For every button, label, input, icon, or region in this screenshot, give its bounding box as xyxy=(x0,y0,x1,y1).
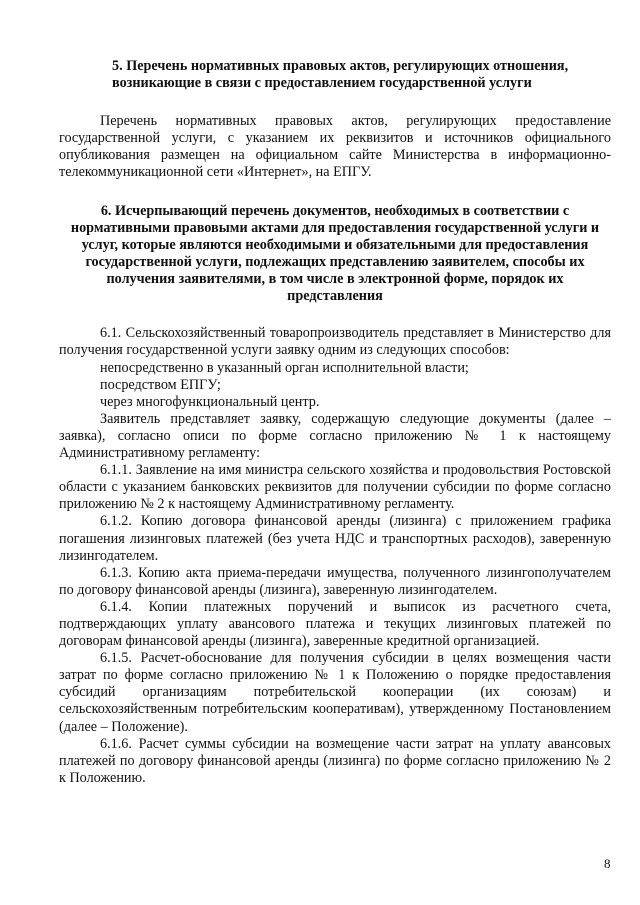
section-6-heading: 6. Исчерпывающий перечень документов, необходимых в соответствии с нормативными правовыми актами для предоставления государственной услуги и услуг, которые являются необходимыми и обязательными для предоставления государственной услуги, подлежащих представлению заявителем, способы их получения заявителями, в том числе в электронной форме, порядок их представления xyxy=(70,203,600,305)
section-5-paragraph: Перечень нормативных правовых актов, регулирующих предоставление государственной услуги, с указанием их реквизитов и источников официального опубликования размещен на официальном сайте Министерства в информационно-телекоммуникационной сети «Интернет», на ЕПГУ. xyxy=(59,113,611,181)
applicant-paragraph: Заявитель представляет заявку, содержащую следующие документы (далее – заявка), согласно описи по форме согласно приложению № 1 к настоящему Административному регламенту: xyxy=(59,410,611,462)
submission-way-item: через многофункциональный центр. xyxy=(100,393,320,410)
page-number: 8 xyxy=(604,856,611,871)
section-5-heading: 5. Перечень нормативных правовых актов, регулирующих отношения, возникающие в связи с предоставлением государственной услуги xyxy=(112,58,569,91)
document-item-6-1-6: 6.1.6. Расчет суммы субсидии на возмещение части затрат на уплату авансовых платежей по договору финансовой аренды (лизинга) по форме согласно приложению № 2 к Положению. xyxy=(59,735,611,786)
submission-way-item: посредством ЕПГУ; xyxy=(100,376,221,393)
document-item-6-1-1: 6.1.1. Заявление на имя министра сельского хозяйства и продовольствия Ростовской области с указанием банковских реквизитов для получении субсидии по форме согласно приложению № 2 к настоящему Административному регламенту. xyxy=(59,462,611,513)
document-item-6-1-4: 6.1.4. Копии платежных поручений и выписок из расчетного счета, подтверждающих уплату авансового платежа и текущих лизинговых платежей по договорам финансовой аренды (лизинга), заверенные кредитной организацией. xyxy=(59,598,611,650)
submission-way-item: непосредственно в указанный орган исполнительной власти; xyxy=(100,359,469,376)
document-page xyxy=(59,58,611,787)
document-item-6-1-2: 6.1.2. Копию договора финансовой аренды (лизинга) с приложением графика погашения лизинговых платежей (без учета НДС и транспортных расходов), заверенную лизингодателем. xyxy=(59,513,611,564)
paragraph-6-1: 6.1. Сельскохозяйственный товаропроизводитель представляет в Министерство для получения государственной услуги заявку одним из следующих способов: xyxy=(59,325,611,359)
document-item-6-1-3: 6.1.3. Копию акта приема-передачи имущества, полученного лизингополучателем по договору финансовой аренды (лизинга), заверенную лизингодателем. xyxy=(59,564,611,598)
document-item-6-1-5: 6.1.5. Расчет-обоснование для получения субсидии в целях возмещения части затрат по форме согласно приложению № 1 к Положению о порядке предоставления субсидий организациям потребительской кооперации (их союзам) и сельскохозяйственным потребительским кооперативам), утвержденному Постановлением (далее – Положение). xyxy=(59,650,611,735)
